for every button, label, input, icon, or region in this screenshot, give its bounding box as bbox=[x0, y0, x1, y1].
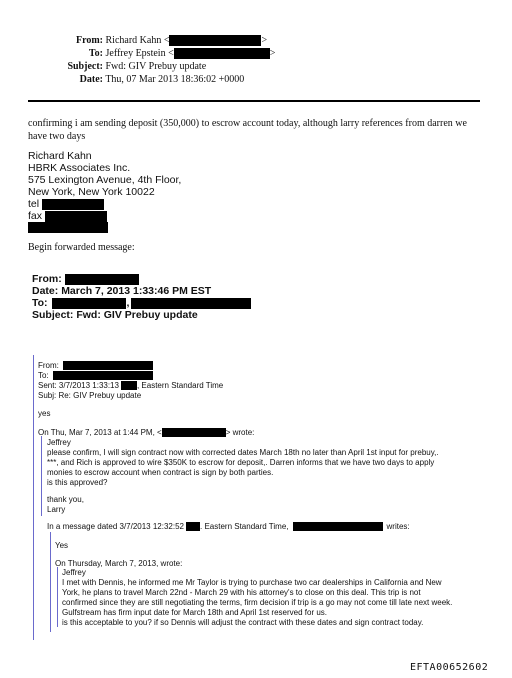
redaction bbox=[65, 274, 139, 285]
from-value: Richard Kahn < bbox=[105, 35, 170, 46]
quote-line: I met with Dennis, he informed me Mr Taylor is trying to purchase two car dealerships in California and New bbox=[62, 578, 442, 587]
inner-from-label: From: bbox=[38, 361, 59, 370]
redaction bbox=[174, 48, 270, 59]
fwd-to-sep: , bbox=[126, 297, 130, 309]
quote-line: Larry bbox=[47, 505, 66, 514]
fwd-date-row bbox=[32, 285, 211, 297]
forwarded-intro: Begin forwarded message: bbox=[28, 242, 135, 253]
to-value: Jeffrey Epstein < bbox=[105, 48, 174, 59]
fwd-subject-row bbox=[32, 309, 198, 321]
bates-number: EFTA00652602 bbox=[410, 662, 489, 673]
redaction bbox=[131, 298, 251, 309]
signature-company: HBRK Associates Inc. bbox=[28, 162, 131, 174]
fwd-to-label: To: bbox=[32, 297, 48, 309]
fwd-from-label: From: bbox=[32, 273, 62, 285]
fwd-subject-value: Fwd: GIV Prebuy update bbox=[76, 309, 198, 321]
quote-bar bbox=[41, 436, 42, 516]
to-row bbox=[45, 47, 275, 60]
redaction bbox=[42, 199, 104, 210]
subject-row bbox=[45, 60, 206, 73]
quote-line: is this acceptable to you? if so Dennis will adjust the contract with these dates and sign contract today. bbox=[62, 618, 424, 627]
subject-label: Subject: bbox=[67, 61, 103, 72]
reply-text: yes bbox=[38, 409, 51, 418]
fax-label: fax bbox=[28, 210, 43, 222]
quote-line: confirmed since they are still negotiating the terms, firm decision if trip is a go may not come till late next week. bbox=[62, 598, 453, 607]
from-label: From: bbox=[75, 35, 103, 46]
redaction bbox=[53, 371, 153, 380]
date-value: Thu, 07 Mar 2013 18:36:02 +0000 bbox=[105, 74, 245, 85]
quote-line: York, he plans to travel March 22nd - March 29 with his attorney's to close on this deal. This trip is not bbox=[62, 588, 421, 597]
inner-from-row bbox=[38, 361, 153, 371]
inner-to-label: To: bbox=[38, 371, 49, 380]
reply-text: Yes bbox=[55, 541, 69, 550]
redaction bbox=[52, 298, 126, 309]
redaction bbox=[186, 522, 200, 531]
on-wrote-prefix: On Thu, Mar 7, 2013 at 1:44 PM, < bbox=[38, 428, 162, 437]
on-thursday-line: On Thursday, March 7, 2013, wrote: bbox=[55, 559, 183, 568]
date-row bbox=[45, 73, 244, 86]
message-line: confirming i am sending deposit (350,000) to escrow account today, although larry references from darren we bbox=[28, 118, 467, 129]
subject-value: Fwd: GIV Prebuy update bbox=[105, 61, 207, 72]
on-wrote-line bbox=[38, 428, 254, 438]
message-dated-prefix: In a message dated 3/7/2013 12:32:52 bbox=[47, 522, 184, 531]
signature-address: New York, New York 10022 bbox=[28, 186, 155, 198]
fwd-date-label: Date: bbox=[32, 285, 59, 297]
fwd-from-row bbox=[32, 273, 139, 285]
fwd-to-row bbox=[32, 297, 251, 309]
fwd-subject-label: Subject: bbox=[32, 309, 74, 321]
inner-to-row bbox=[38, 371, 153, 381]
quote-bar bbox=[57, 567, 58, 627]
quote-line: Gulfstream has firm input date for March 18th and April 1st reserved for us. bbox=[62, 608, 328, 617]
to-label: To: bbox=[88, 48, 103, 59]
from-row bbox=[45, 34, 267, 47]
redaction bbox=[45, 211, 107, 222]
quote-line: Jeffrey bbox=[62, 568, 86, 577]
quote-line: is this approved? bbox=[47, 478, 108, 487]
signature-fax bbox=[28, 210, 107, 223]
signature-tel bbox=[28, 198, 104, 211]
fwd-date-value: March 7, 2013 1:33:46 PM EST bbox=[61, 285, 212, 297]
quote-bar bbox=[33, 355, 34, 640]
redaction bbox=[169, 35, 261, 46]
signature-address: 575 Lexington Avenue, 4th Floor, bbox=[28, 174, 182, 186]
quote-line: ***, and Rich is approved to wire $350K to escrow for deposit,. Darren informs that we have two days to apply bbox=[47, 458, 435, 467]
quote-line: Jeffrey bbox=[47, 438, 71, 447]
redaction bbox=[162, 428, 226, 437]
redaction bbox=[63, 361, 153, 370]
quote-line: monies to escrow account when contract is sign by both parties. bbox=[47, 468, 274, 477]
quote-line: please confirm, I will sign contract now with corrected dates March 18th no later than April 1st input for prebuy,. bbox=[47, 448, 439, 457]
redaction bbox=[28, 222, 108, 233]
inner-sent-label: Sent: 3/7/2013 1:33:13 bbox=[38, 381, 119, 390]
inner-subject: Subj: Re: GIV Prebuy update bbox=[38, 391, 142, 400]
header-divider bbox=[28, 100, 480, 102]
message-dated-mid: . Eastern Standard Time, bbox=[200, 522, 289, 531]
quote-line: thank you, bbox=[47, 495, 84, 504]
inner-sent-row bbox=[38, 381, 223, 391]
redaction bbox=[293, 522, 383, 531]
from-close: > bbox=[261, 35, 268, 46]
on-wrote-suffix: > wrote: bbox=[225, 428, 255, 437]
message-dated-suffix: writes: bbox=[386, 522, 410, 531]
message-line: have two days bbox=[28, 131, 86, 142]
signature-name: Richard Kahn bbox=[28, 150, 92, 162]
message-dated-line bbox=[47, 522, 410, 532]
tel-label: tel bbox=[28, 198, 40, 210]
inner-sent-suffix: , Eastern Standard Time bbox=[136, 381, 224, 390]
date-label: Date: bbox=[79, 74, 103, 85]
redaction bbox=[121, 381, 137, 390]
to-close: > bbox=[269, 48, 276, 59]
quote-bar bbox=[50, 532, 51, 632]
